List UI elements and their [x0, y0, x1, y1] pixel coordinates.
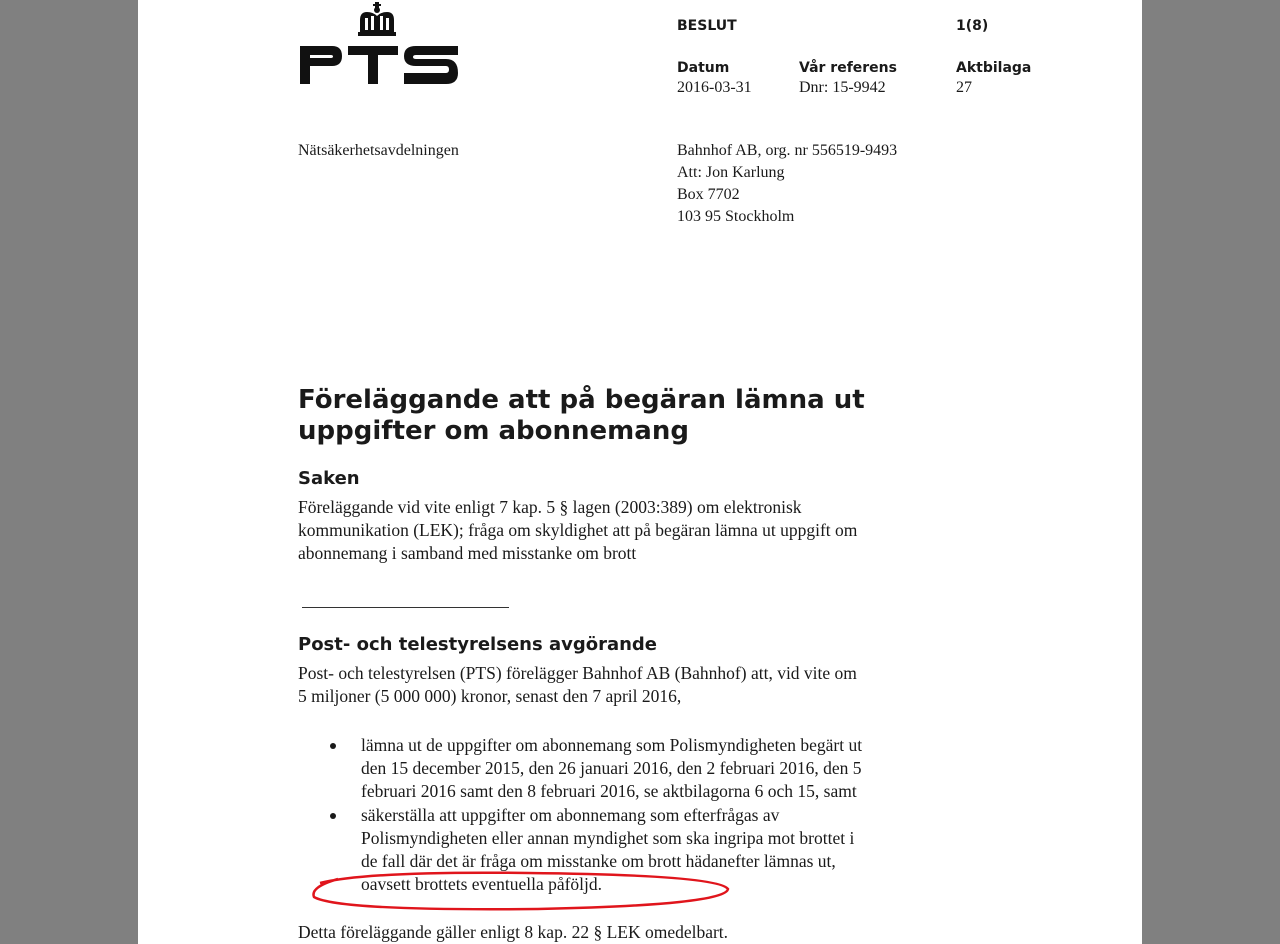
- red-annotation-ellipse: [308, 869, 732, 911]
- section-heading-saken: Saken: [298, 468, 360, 489]
- text-line: säkerställa att uppgifter om abonnemang som efterfrågas av: [361, 805, 780, 825]
- text-line: 5 miljoner (5 000 000) kronor, senast den 7 april 2016,: [298, 686, 682, 706]
- title-line: uppgifter om abonnemang: [298, 416, 689, 446]
- crown-icon: [298, 2, 460, 86]
- address-line: 103 95 Stockholm: [677, 208, 795, 225]
- decision-intro: [298, 662, 857, 708]
- text-line: Post- och telestyrelsen (PTS) förelägger Bahnhof AB (Bahnhof) att, vid vite om: [298, 663, 857, 683]
- text-line: februari 2016 samt den 8 februari 2016, se aktbilagorna 6 och 15, samt: [361, 781, 857, 801]
- section-heading-decision: Post- och telestyrelsens avgörande: [298, 634, 658, 655]
- date-label: Datum: [677, 60, 730, 76]
- address-line: Box 7702: [677, 186, 740, 203]
- section-divider: [302, 607, 509, 608]
- doc-type: BESLUT: [677, 18, 737, 34]
- closing-text: Detta föreläggande gäller enligt 8 kap. 22 § LEK omedelbart.: [298, 922, 729, 942]
- document-title: [298, 385, 865, 447]
- saken-text: [298, 496, 857, 565]
- attachment-value: 27: [956, 79, 972, 96]
- ref-label: Vår referens: [799, 60, 897, 76]
- date-value: 2016-03-31: [677, 79, 752, 96]
- text-line: de fall där det är fråga om misstanke om brott hädanefter lämnas ut,: [361, 851, 836, 871]
- address-line: Att: Jon Karlung: [677, 164, 785, 181]
- attachment-label: Aktbilaga: [956, 60, 1032, 76]
- recipient-address: [677, 140, 897, 228]
- address-line: Bahnhof AB, org. nr 556519-9493: [677, 142, 898, 159]
- text-line: kommunikation (LEK); fråga om skyldighet att på begäran lämna ut uppgift om: [298, 520, 858, 540]
- text-line: abonnemang i samband med misstanke om brott: [298, 543, 637, 563]
- text-line: Polismyndigheten eller annan myndighet som ska ingripa mot brottet i: [361, 828, 855, 848]
- text-line: Föreläggande vid vite enligt 7 kap. 5 § lagen (2003:389) om elektronisk: [298, 497, 802, 517]
- document-page: [138, 0, 1142, 944]
- title-line: Föreläggande att på begäran lämna ut: [298, 385, 865, 415]
- page-count: 1(8): [956, 18, 989, 34]
- text-line: den 15 december 2015, den 26 januari 2016, den 2 februari 2016, den 5: [361, 758, 862, 778]
- pts-logo: [298, 2, 460, 86]
- text-line: oavsett brottets eventuella påföljd.: [361, 874, 603, 894]
- text-line: lämna ut de uppgifter om abonnemang som Polismyndigheten begärt ut: [361, 735, 863, 755]
- sender-department: Nätsäkerhetsavdelningen: [298, 142, 459, 159]
- ref-value: Dnr: 15-9942: [799, 79, 886, 96]
- list-item: [298, 734, 1018, 803]
